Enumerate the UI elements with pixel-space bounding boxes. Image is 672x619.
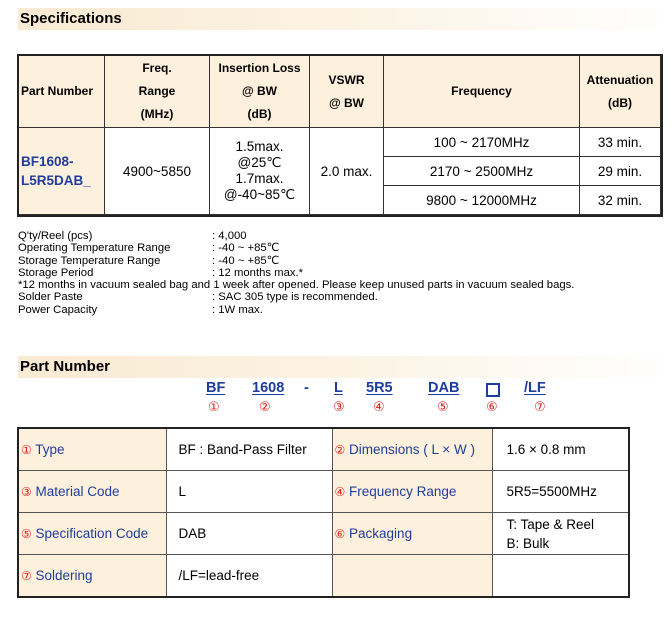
info-note-text: *12 months in vacuum sealed bag and 1 week after opened. Please keep unused parts in vacuum sealed bags. bbox=[18, 279, 575, 292]
info-storage-temp-value: : -40 ~ +85℃ bbox=[212, 254, 280, 267]
header-att-line-2: (dB) bbox=[608, 95, 632, 110]
pn-val-dimensions: 1.6 × 0.8 mm bbox=[492, 428, 629, 471]
pn-key-dimensions-text: Dimensions ( L × W ) bbox=[349, 442, 475, 457]
spec-il-line-4: @-40~85℃ bbox=[223, 187, 296, 202]
spec-part-number-line-1: BF1608- bbox=[21, 154, 74, 169]
code-num-2: ② bbox=[259, 399, 271, 414]
header-vswr bbox=[310, 56, 384, 128]
header-freq-line-2: Range bbox=[138, 84, 176, 98]
spec-il-line-1: 1.5max. bbox=[235, 139, 284, 154]
info-power bbox=[18, 304, 574, 316]
info-storage-period bbox=[18, 267, 574, 279]
pn-key-material bbox=[18, 471, 166, 513]
code-num-7: ⑦ bbox=[534, 399, 546, 414]
code-num-4: ④ bbox=[373, 399, 385, 414]
header-attenuation bbox=[580, 56, 661, 128]
code-segment-l: L bbox=[334, 380, 343, 396]
pn-num-4: ④ bbox=[334, 485, 346, 499]
info-qty-value: : 4,000 bbox=[212, 230, 247, 242]
pn-num-7: ⑦ bbox=[21, 569, 32, 583]
header-il-line-2: @ BW bbox=[241, 84, 278, 98]
pn-key-type-text: Type bbox=[35, 442, 65, 457]
spec-data-row-1 bbox=[19, 128, 661, 157]
info-storage-temp bbox=[18, 255, 574, 267]
pn-num-5: ⑤ bbox=[21, 527, 32, 541]
header-il-line-1: Insertion Loss bbox=[218, 61, 301, 75]
part-number-table bbox=[17, 427, 630, 598]
info-power-value: : 1W max. bbox=[212, 303, 263, 316]
info-solder-value: : SAC 305 type is recommended. bbox=[212, 291, 378, 304]
code-num-3: ③ bbox=[333, 399, 345, 414]
code-segment-5r5: 5R5 bbox=[366, 380, 393, 396]
pn-row-3 bbox=[18, 513, 629, 555]
info-storage-temp-label: Storage Temperature Range bbox=[18, 254, 161, 267]
specifications-table bbox=[18, 55, 661, 215]
pn-val-packaging-line-2: B: Bulk bbox=[506, 535, 550, 551]
code-num-6: ⑥ bbox=[486, 399, 498, 414]
pn-num-3: ③ bbox=[21, 485, 32, 499]
pn-val-packaging bbox=[492, 513, 629, 555]
pn-key-spec-code bbox=[18, 513, 166, 555]
header-frequency: Frequency bbox=[384, 56, 580, 128]
pn-val-type: BF : Band-Pass Filter bbox=[166, 428, 332, 471]
pn-key-soldering-text: Soldering bbox=[35, 568, 93, 583]
pn-num-6: ⑥ bbox=[334, 527, 346, 541]
spec-header-row bbox=[19, 56, 661, 128]
part-number-code bbox=[0, 380, 672, 416]
pn-key-frequency-text: Frequency Range bbox=[349, 484, 457, 499]
pn-empty-key bbox=[332, 555, 492, 598]
info-op-temp-value: : -40 ~ +85℃ bbox=[212, 242, 280, 255]
info-solder-label: Solder Paste bbox=[18, 291, 83, 304]
spec-frequency-2: 2170 ~ 2500MHz bbox=[384, 157, 580, 186]
spec-il-line-3: 1.7max. bbox=[235, 171, 284, 186]
pn-key-type bbox=[18, 428, 166, 471]
pn-key-dimensions bbox=[332, 428, 492, 471]
pn-key-frequency bbox=[332, 471, 492, 513]
spec-part-number bbox=[19, 128, 105, 215]
pn-key-soldering bbox=[18, 555, 166, 598]
header-insertion-loss bbox=[210, 56, 310, 128]
pn-val-packaging-line-1: T: Tape & Reel bbox=[506, 516, 595, 532]
specifications-heading: Specifications bbox=[18, 8, 672, 30]
info-block bbox=[18, 230, 574, 316]
pn-num-1: ① bbox=[21, 443, 32, 457]
header-part-number: Part Number bbox=[19, 56, 105, 128]
spec-part-number-line-2: L5R5DAB_ bbox=[21, 173, 91, 188]
spec-freq-range: 4900~5850 bbox=[105, 128, 210, 215]
info-note bbox=[18, 279, 574, 291]
header-vswr-line-1: VSWR bbox=[328, 72, 365, 87]
pn-row-4 bbox=[18, 555, 629, 598]
spec-attenuation-3: 32 min. bbox=[580, 186, 661, 215]
header-vswr-line-2: @ BW bbox=[328, 95, 365, 110]
header-il-line-3: (dB) bbox=[247, 107, 272, 121]
code-segment-dab: DAB bbox=[428, 380, 460, 396]
info-op-temp-label: Operating Temperature Range bbox=[18, 242, 171, 255]
header-freq-range bbox=[105, 56, 210, 128]
info-power-label: Power Capacity bbox=[18, 303, 98, 316]
pn-val-frequency: 5R5=5500MHz bbox=[492, 471, 629, 513]
header-att-line-1: Attenuation bbox=[586, 72, 654, 87]
info-qty-label: Q'ty/Reel (pcs) bbox=[18, 230, 93, 242]
pn-empty-val bbox=[492, 555, 629, 598]
pn-row-2 bbox=[18, 471, 629, 513]
pn-val-spec-code: DAB bbox=[166, 513, 332, 555]
info-storage-period-label: Storage Period bbox=[18, 266, 94, 279]
pn-val-material: L bbox=[166, 471, 332, 513]
code-num-5: ⑤ bbox=[437, 399, 449, 414]
info-qty bbox=[18, 230, 574, 242]
header-freq-line-3: (MHz) bbox=[140, 107, 174, 121]
spec-insertion-loss bbox=[210, 128, 310, 215]
pn-row-1 bbox=[18, 428, 629, 471]
pn-key-packaging-text: Packaging bbox=[349, 526, 413, 541]
info-solder bbox=[18, 291, 574, 303]
pn-key-spec-code-text: Specification Code bbox=[35, 526, 149, 541]
spec-frequency-3: 9800 ~ 12000MHz bbox=[384, 186, 580, 215]
pn-val-soldering: /LF=lead-free bbox=[166, 555, 332, 598]
code-num-1: ① bbox=[208, 399, 220, 414]
spec-il-line-2: @25℃ bbox=[237, 155, 282, 170]
code-segment-1608: 1608 bbox=[252, 380, 285, 396]
pn-key-packaging bbox=[332, 513, 492, 555]
header-freq-line-1: Freq. bbox=[142, 61, 172, 75]
code-segment-lf: /LF bbox=[524, 380, 546, 396]
info-storage-period-value: : 12 months max.* bbox=[212, 266, 304, 279]
spec-vswr: 2.0 max. bbox=[310, 128, 384, 215]
spec-attenuation-1: 33 min. bbox=[580, 128, 661, 157]
info-op-temp bbox=[18, 242, 574, 254]
code-segment-bf: BF bbox=[206, 380, 226, 396]
pn-key-material-text: Material Code bbox=[35, 484, 120, 499]
part-number-heading: Part Number bbox=[18, 356, 672, 378]
pn-num-2: ② bbox=[334, 443, 346, 457]
code-dash: - bbox=[304, 380, 309, 396]
spec-attenuation-2: 29 min. bbox=[580, 157, 661, 186]
packaging-box-icon bbox=[486, 383, 500, 397]
spec-frequency-1: 100 ~ 2170MHz bbox=[384, 128, 580, 157]
